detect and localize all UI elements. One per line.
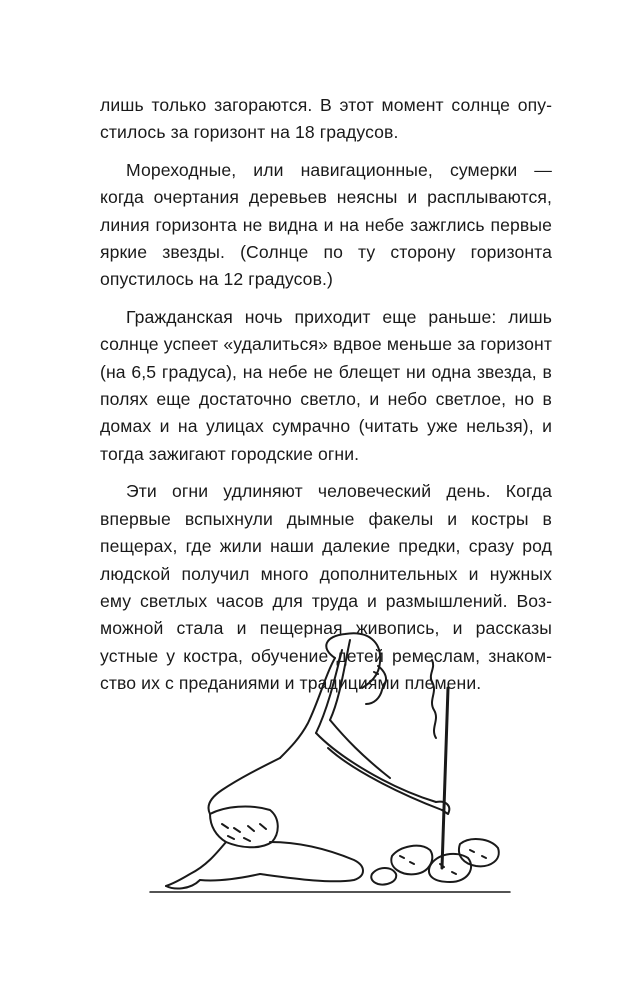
paragraph-nautical-twilight: Мореходные, или навигационные, сумерки — когда очертания деревьев неясны и расплываются, линия горизонта не видна и на небе зажглись первые яркие звезды. (Солнце по ту сторону горизонта опустилось на 12 градусов.): [100, 159, 552, 290]
paragraph-continuation: лишь только загораются. В этот момент солнце опустилось за горизонт на 18 градусов.: [100, 95, 552, 143]
caveman-making-fire-icon: [130, 628, 530, 900]
paragraph-civil-night: Гражданская ночь приходит еще раньше: лишь солнце успеет «удалиться» вдвое меньше за горизонт (на 6,5 градуса), на небе не блещет ни одна звезда, в полях еще достаточно светло, и небо светлое, но в домах и на улицах сумрачно (читать уже нельзя), и тогда зажигают городские огни.: [100, 306, 552, 464]
paragraph-fire-lights: Эти огни удлиняют человеческий день. Когда впервые вспыхнули дымные факелы и костры в пещерах, где жили наши далекие предки, сразу род людской получил много дополнительных и нужных ему светлых часов для труда и размышлений. Возможной стала и пещерная живопись, и рассказы устные у костра, обучение детей ремеслам, знакомство их с преданиями и традициями племени.: [100, 481, 552, 694]
text-block: [100, 92, 552, 698]
